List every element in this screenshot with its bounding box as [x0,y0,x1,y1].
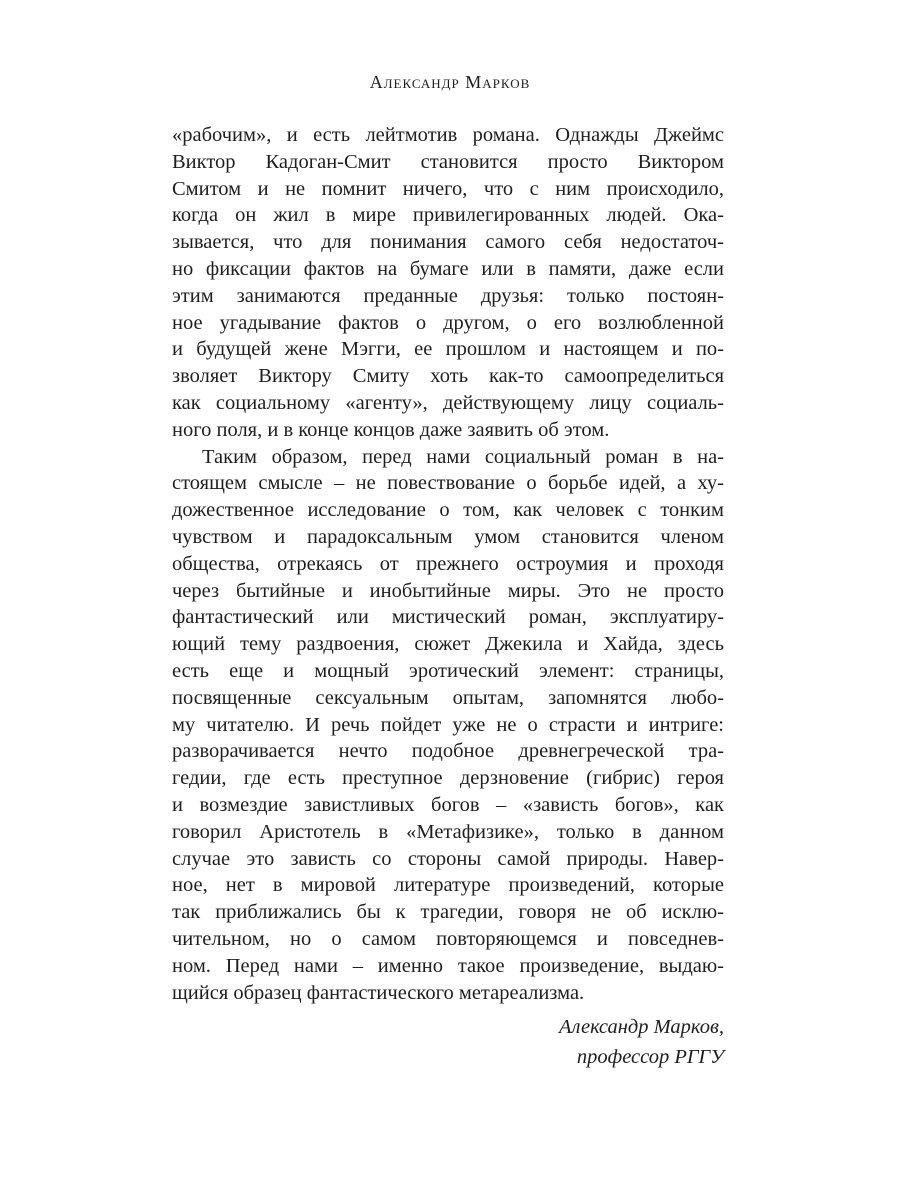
text-line: «рабочим», и есть лейтмотив романа. Однажды Джеймс [172,124,724,146]
text-line: но фиксации фактов на бумаге или в памяти, даже если [172,257,724,280]
text-line: общества, отрекаясь от прежнего остроумия и проходя [172,552,724,575]
signature [559,1012,724,1072]
paragraph [172,444,724,1007]
body-text [172,122,724,1006]
text-line: чувством и парадоксальным умом становится членом [172,525,724,548]
text-line: стоящем смысле – не повествование о борьбе идей, а ху- [172,472,724,495]
text-line: ном. Перед нами – именно такое произведение, выдаю- [172,954,724,977]
text-line: му читателю. И речь пойдет уже не о страсти и интриге: [172,713,724,736]
text-line: фантастический или мистический роман, эксплуатиру- [172,606,724,629]
text-line: чительном, но о самом повторяющемся и повседнев- [172,927,724,950]
text-line: Виктор Кадоган-Смит становится просто Виктором [172,150,724,173]
text-line: через бытийные и инобытийные миры. Это не просто [172,579,724,602]
text-line: гедии, где есть преступное дерзновение (гибрис) героя [172,767,724,790]
text-line: когда он жил в мире привилегированных людей. Ока- [172,204,724,227]
text-line: зволяет Виктору Смиту хоть как-то самоопределиться [172,365,724,388]
text-line: так приближались бы к трагедии, говоря не об исклю- [172,901,724,924]
text-line: посвященные сексуальным опытам, запомнятся любо- [172,686,724,709]
text-line: Смитом и не помнит ничего, что с ним происходило, [172,177,724,200]
text-line: есть еще и мощный эротический элемент: страницы, [172,659,724,682]
text-line: ного поля, и в конце концов даже заявить об этом. [172,418,610,441]
paragraph [172,122,724,444]
text-line: зывается, что для понимания самого себя недостаточ- [172,231,724,254]
text-line: этим занимаются преданные друзья: только постоян- [172,284,724,307]
text-line: дожественное исследование о том, как человек с тонким [172,499,724,522]
text-line: ное, нет в мировой литературе произведений, которые [172,874,724,897]
text-line: разворачивается нечто подобное древнегреческой тра- [172,740,724,763]
text-line: щийся образец фантастического метареализма. [172,981,585,1004]
running-head: Александр Марков [369,72,531,92]
text-line: и возмездие завистливых богов – «зависть богов», как [172,793,724,816]
text-line: как социальному «агенту», действующему лицу социаль- [172,391,724,414]
signature-name: Александр Марков, [559,1016,724,1038]
signature-title: профессор РГГУ [576,1046,724,1068]
text-line: ное угадывание фактов о другом, о его возлюбленной [172,311,724,334]
text-line: Таким образом, перед нами социальный роман в на- [202,445,724,468]
text-line: и будущей жене Мэгги, ее прошлом и настоящем и по- [172,338,724,361]
text-line: говорил Аристотель в «Метафизике», только в данном [172,820,724,843]
text-line: ющий тему раздвоения, сюжет Джекила и Хайда, здесь [172,633,724,656]
text-line: случае это зависть со стороны самой природы. Навер- [172,847,724,870]
